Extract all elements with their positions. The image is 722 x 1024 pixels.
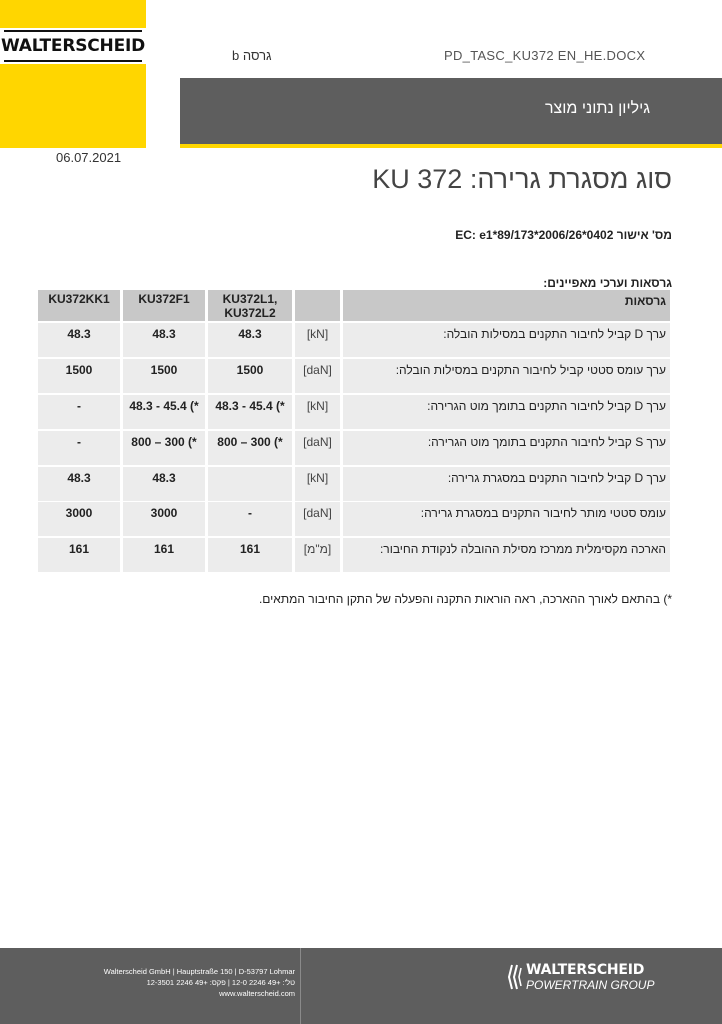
- footer-phone-line: טל': +49 2246 12-0 | פקס: +49 2246 12-3501: [146, 978, 295, 987]
- value-ku372f1: 48.3: [123, 467, 205, 501]
- row-label: ערך S קביל לחיבור התקנים בתומך מוט הגרירה:: [343, 431, 670, 465]
- value-ku372f1: 800 – 300 (*: [123, 431, 205, 465]
- footer-divider: [300, 948, 301, 1024]
- row-label: הארכה מקסימלית ממרכז מסילת ההובלה לנקודת החיבור:: [343, 538, 670, 572]
- header-row-unit: [295, 290, 340, 321]
- value-ku372l: [208, 467, 292, 501]
- row-unit: [kN]: [295, 323, 340, 357]
- row-unit: [daN]: [295, 359, 340, 393]
- value-ku372kk1: 1500: [38, 359, 120, 393]
- header-value-ku372l: KU372L1, KU372L2: [208, 290, 292, 321]
- value-ku372kk1: 48.3: [38, 467, 120, 501]
- footer-website: www.walterscheid.com: [219, 989, 295, 998]
- value-ku372l: 800 – 300 (*: [208, 431, 292, 465]
- footer-logo-brand: WALTERSCHEID: [526, 962, 645, 978]
- row-unit: [kN]: [295, 467, 340, 501]
- row-label: ערך D קביל לחיבור התקנים במסגרת גרירה:: [343, 467, 670, 501]
- page-title: סוג מסגרת גרירה: KU 372: [372, 164, 672, 194]
- section-label: גרסאות וערכי מאפיינים:: [543, 276, 672, 290]
- banner-title: גיליון נתוני מוצר: [545, 100, 650, 117]
- value-ku372f1: 48.3: [123, 323, 205, 357]
- row-label: ערך עומס סטטי קביל לחיבור התקנים במסילות הובלה:: [343, 359, 670, 393]
- value-ku372kk1: 48.3: [38, 323, 120, 357]
- header-value-ku372kk1: KU372KK1: [38, 290, 120, 321]
- value-ku372f1: 48.3 - 45.4 (*: [123, 395, 205, 429]
- document-version: גרסה b: [232, 48, 272, 63]
- value-ku372l: -: [208, 502, 292, 536]
- row-unit: [daN]: [295, 431, 340, 465]
- row-unit: [מ"מ]: [295, 538, 340, 572]
- value-ku372l: 1500: [208, 359, 292, 393]
- value-ku372l: 48.3 - 45.4 (*: [208, 395, 292, 429]
- footer-address: [104, 966, 295, 999]
- header-row-label: גרסאות: [343, 290, 670, 321]
- approval-number: מס' אישור EC: e1*89/173*2006/26*0402: [455, 228, 672, 242]
- row-label: ערך D קביל לחיבור התקנים במסילות הובלה:: [343, 323, 670, 357]
- value-ku372l: 48.3: [208, 323, 292, 357]
- value-ku372kk1: 161: [38, 538, 120, 572]
- footer-logo-sub: POWERTRAIN GROUP: [526, 978, 655, 992]
- brand-logo-block: [0, 0, 146, 148]
- value-ku372f1: 161: [123, 538, 205, 572]
- row-label: עומס סטטי מותר לחיבור התקנים במסגרת גרירה:: [343, 502, 670, 536]
- row-label: ערך D קביל לחיבור התקנים בתומך מוט הגרירה:: [343, 395, 670, 429]
- document-date: 06.07.2021: [56, 150, 122, 165]
- powertrain-logo-icon: [508, 964, 522, 990]
- value-ku372kk1: 3000: [38, 502, 120, 536]
- value-ku372kk1: -: [38, 395, 120, 429]
- value-ku372kk1: -: [38, 431, 120, 465]
- row-unit: [kN]: [295, 395, 340, 429]
- brand-logo: [0, 28, 146, 64]
- header-value-ku372f1: KU372F1: [123, 290, 205, 321]
- title-banner: [180, 78, 722, 148]
- value-ku372f1: 3000: [123, 502, 205, 536]
- footer-address-line: Walterscheid GmbH | Hauptstraße 150 | D-53797 Lohmar: [103, 967, 295, 976]
- footer: [0, 948, 722, 1024]
- row-unit: [daN]: [295, 502, 340, 536]
- value-ku372l: 161: [208, 538, 292, 572]
- footnote: *) בהתאם לאורך ההארכה, ראה הוראות התקנה והפעלה של התקן החיבור המתאים.: [258, 592, 672, 606]
- document-filename: PD_TASC_KU372 EN_HE.DOCX: [444, 48, 646, 63]
- brand-logo-text: WALTERSCHEID: [0, 36, 146, 56]
- value-ku372f1: 1500: [123, 359, 205, 393]
